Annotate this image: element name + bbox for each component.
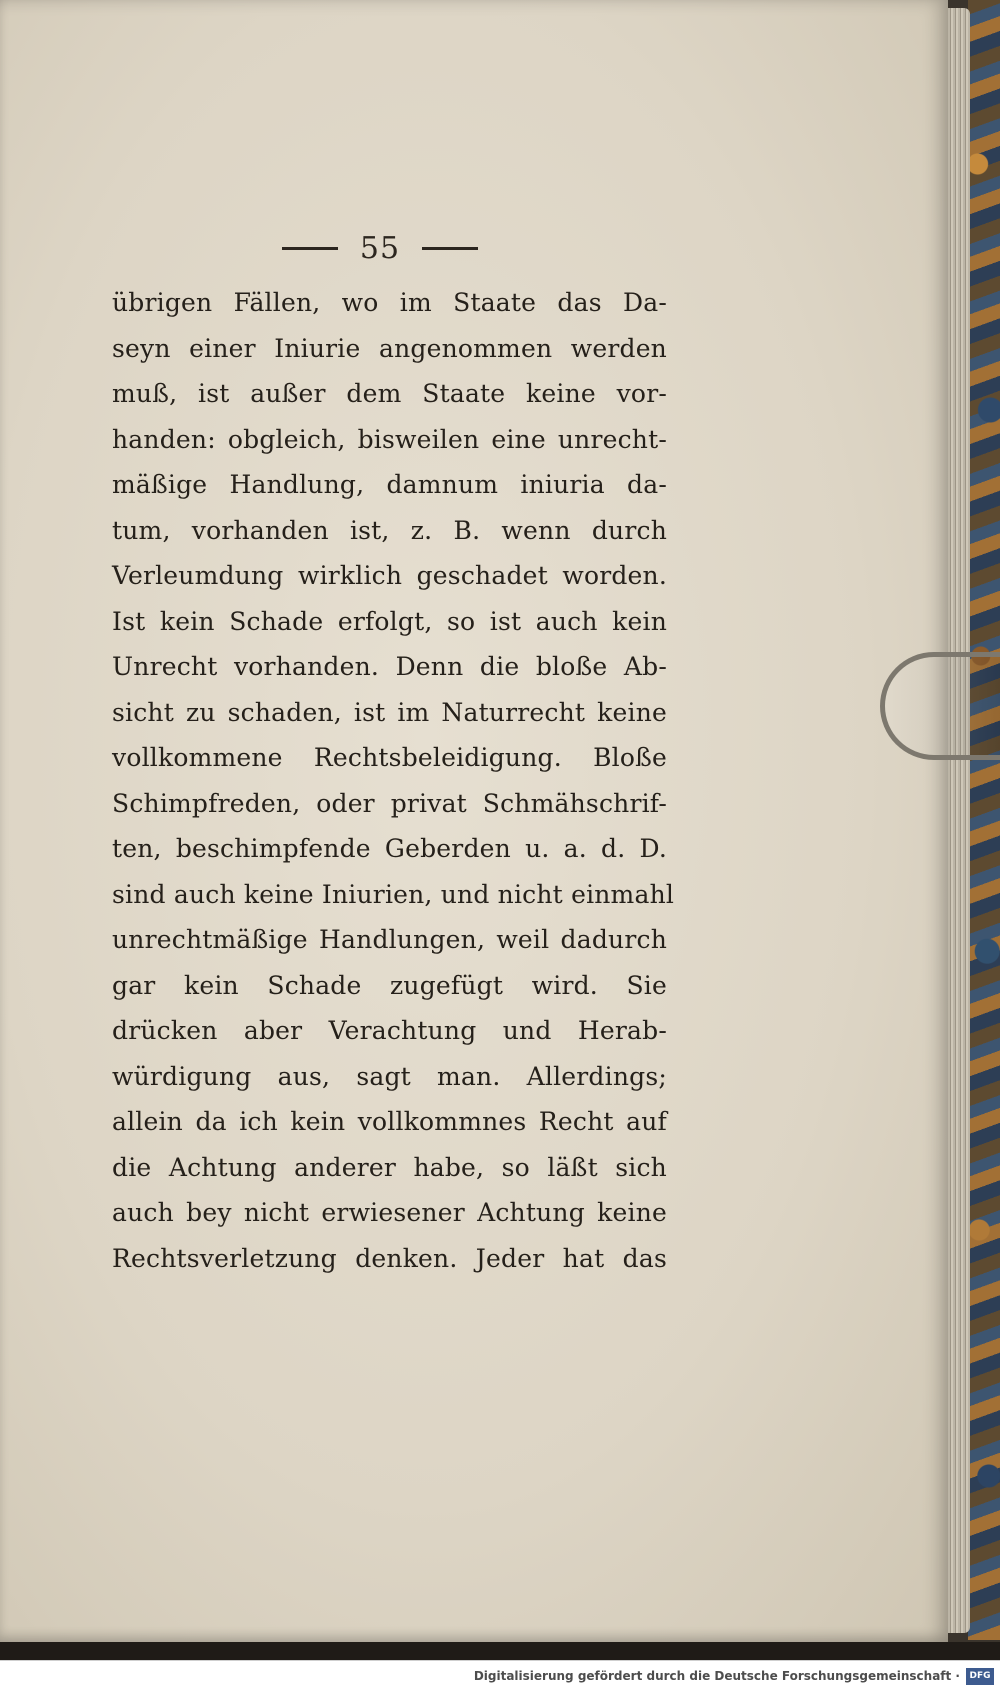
text-line: Rechtsverletzung denken. Jeder hat das xyxy=(112,1243,667,1273)
page-number: 55 xyxy=(359,230,401,266)
text-line: sind auch keine Iniurien, und nicht einmahl xyxy=(112,879,675,909)
text-line: Unrecht vorhanden. Denn die bloße Ab- xyxy=(112,652,667,681)
text-line: mäßige Handlung, damnum iniuria da- xyxy=(112,470,667,499)
text-line: seyn einer Iniurie angenommen werden xyxy=(112,333,667,363)
text-line: ten, beschimpfende Geberden u. a. d. D. xyxy=(112,834,667,863)
text-line: Verleumdung wirklich geschadet worden. xyxy=(112,561,667,590)
text-line: muß, ist außer dem Staate keine vor- xyxy=(112,379,667,408)
text-line: drücken aber Verachtung und Herab- xyxy=(112,1016,667,1045)
text-line: tum, vorhanden ist, z. B. wenn durch xyxy=(112,515,667,545)
text-line: auch bey nicht erwiesener Achtung keine xyxy=(112,1198,667,1227)
dfg-logo: DFG xyxy=(966,1668,994,1685)
text-line: handen: obgleich, bisweilen eine unrecht- xyxy=(112,424,667,454)
digitization-footer xyxy=(0,1660,1000,1695)
text-line: allein da ich kein vollkommnes Recht auf xyxy=(112,1107,667,1136)
text-line: sicht zu schaden, ist im Naturrecht keine xyxy=(112,697,667,727)
header-dash-right xyxy=(422,247,478,250)
footer-credit: Digitalisierung gefördert durch die Deutsche Forschungsgemeinschaft · xyxy=(473,1669,960,1683)
text-line: unrechtmäßige Handlungen, weil dadurch xyxy=(112,925,667,954)
text-line: vollkommene Rechtsbeleidigung. Bloße xyxy=(112,743,667,772)
text-line: Ist kein Schade erfolgt, so ist auch kein xyxy=(112,606,667,636)
text-line: Schimpfreden, oder privat Schmähschrif- xyxy=(112,788,667,818)
text-line: gar kein Schade zugefügt wird. Sie xyxy=(112,970,667,1000)
scan-bottom-edge xyxy=(0,1642,1000,1660)
text-line: würdigung aus, sagt man. Allerdings; xyxy=(112,1061,667,1091)
text-line: die Achtung anderer habe, so läßt sich xyxy=(112,1152,667,1182)
header-dash-left xyxy=(282,247,338,250)
marbled-cover-edge xyxy=(968,0,1000,1640)
page-header xyxy=(265,228,495,268)
page-clip xyxy=(880,652,1000,760)
text-line: übrigen Fällen, wo im Staate das Da- xyxy=(112,288,667,317)
body-text xyxy=(112,280,675,1281)
